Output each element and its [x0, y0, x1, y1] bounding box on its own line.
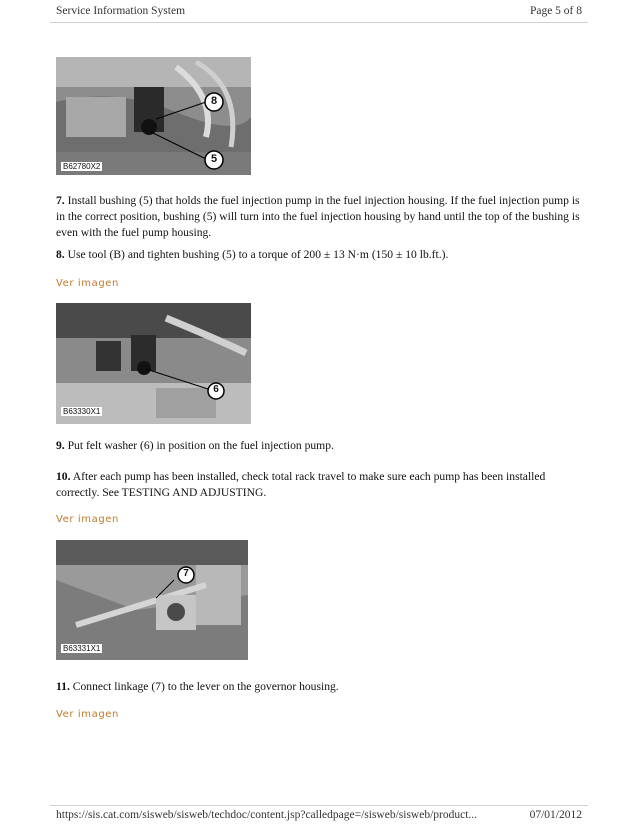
step-text: After each pump has been installed, check total rack travel to make sure each pump has been installed correctly. See TESTING AND ADJUSTING. [56, 470, 546, 499]
ver-imagen-link[interactable]: Ver imagen [56, 278, 119, 289]
figure-callout: 7 [183, 568, 189, 579]
step-10 [56, 469, 586, 501]
header-divider [50, 22, 588, 23]
step-number: 7. [56, 194, 65, 207]
step-8 [56, 247, 586, 263]
step-text: Put felt washer (6) in position on the fuel injection pump. [64, 439, 334, 452]
figure-callout: 5 [210, 153, 218, 165]
figure-code: B63330X1 [63, 407, 101, 416]
step-7 [56, 193, 586, 241]
step-9 [56, 438, 586, 454]
figure-photo-2 [56, 303, 251, 424]
ver-imagen-link[interactable]: Ver imagen [56, 709, 119, 720]
figure-code: B62780X2 [63, 162, 101, 171]
figure-code: B63331X1 [63, 644, 101, 653]
footer-divider [50, 805, 588, 806]
footer-url: https://sis.cat.com/sisweb/sisweb/techdoc/content.jsp?calledpage=/sisweb/sisweb/product... [56, 809, 478, 821]
footer-date: 07/01/2012 [529, 809, 582, 821]
step-number: 8. [56, 248, 65, 261]
ver-imagen-link[interactable]: Ver imagen [56, 514, 119, 525]
step-number: 9. [56, 439, 65, 452]
header-title: Service Information System [56, 5, 186, 17]
figure-photo-1 [56, 57, 251, 175]
step-number: 11. [56, 680, 70, 693]
figure-callout: 6 [213, 384, 219, 395]
figure-photo-3 [56, 540, 248, 660]
step-11 [56, 679, 586, 695]
step-text: Connect linkage (7) to the lever on the governor housing. [69, 680, 339, 693]
step-number: 10. [56, 470, 71, 483]
page-number: Page 5 of 8 [529, 5, 582, 17]
step-text: Use tool (B) and tighten bushing (5) to a torque of 200 ± 13 N·m (150 ± 10 lb.ft.). [64, 248, 449, 261]
step-text: Install bushing (5) that holds the fuel injection pump in the fuel injection housing. If the fuel injection pump is in the correct position, bushing (5) will turn into the fuel injection housing by hand until the top of the bushing is even with the fuel pump housing. [56, 194, 580, 239]
figure-callout: 8 [210, 95, 218, 107]
